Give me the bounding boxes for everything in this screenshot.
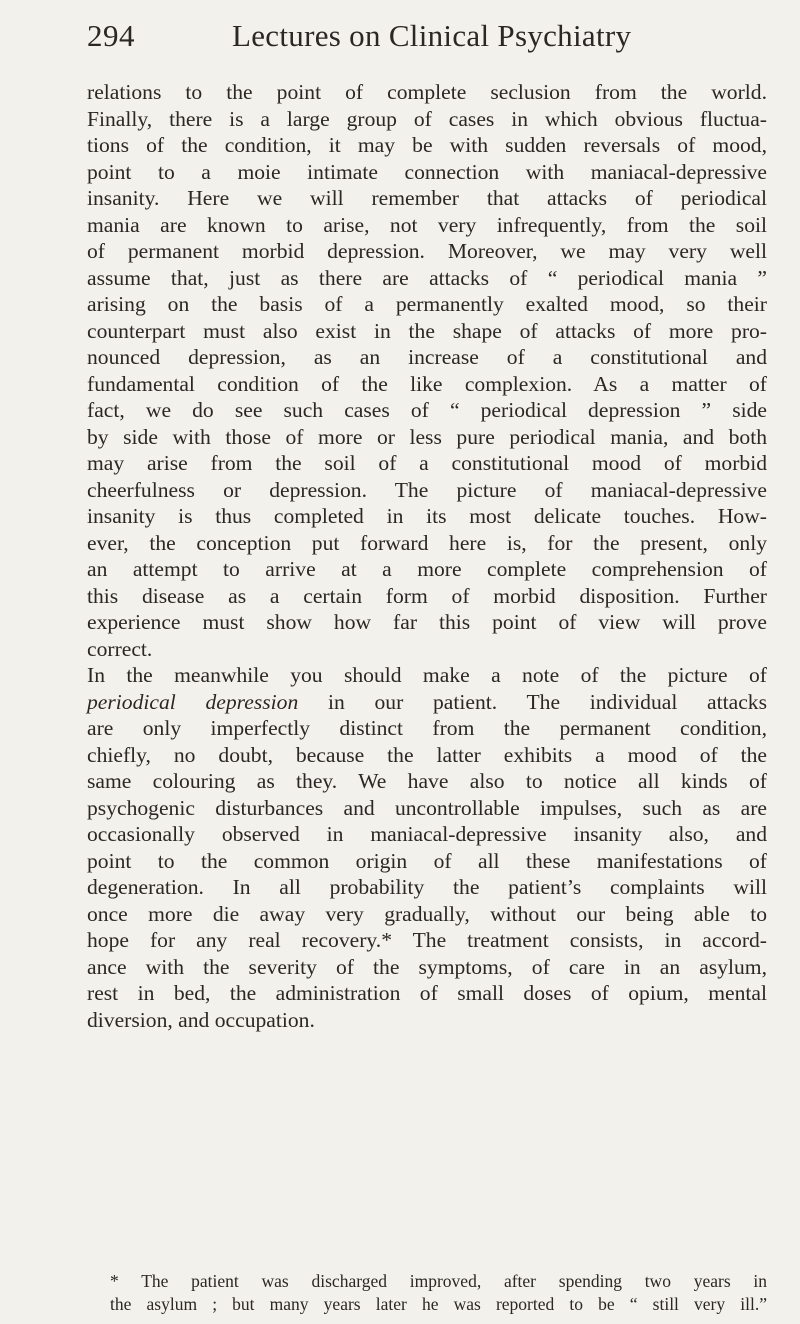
text-line: rest in bed, the administration of small doses of opium, mental — [87, 981, 767, 1005]
paragraph-2 — [87, 662, 767, 1033]
text-line: this disease as a certain form of morbid disposition. Further — [87, 583, 767, 608]
text-line: correct. — [87, 636, 153, 661]
text-line: hope for any real recovery.* The treatment consists, in accord- — [87, 928, 767, 952]
text-line: ever, the conception put forward here is, for the present, only — [87, 530, 767, 555]
text-line-with-emphasis — [87, 689, 767, 716]
text-fragment: in our patient. The individual attacks — [298, 689, 767, 714]
running-head — [87, 18, 767, 58]
text-line: In the meanwhile you should make a note of the picture of — [87, 663, 767, 687]
paragraph-1 — [87, 79, 767, 662]
text-line: by side with those of more or less pure periodical mania, and both — [87, 424, 767, 449]
text-line: chiefly, no doubt, because the latter exhibits a mood of the — [87, 742, 767, 767]
text-line: assume that, just as there are attacks of “ periodical mania ” — [87, 265, 767, 290]
text-line: relations to the point of complete seclusion from the world. — [87, 80, 767, 104]
text-line: mania are known to arise, not very infrequently, from the soil — [87, 212, 767, 237]
text-line: arising on the basis of a permanently exalted mood, so their — [87, 292, 767, 316]
text-line: degeneration. In all probability the patient’s complaints will — [87, 875, 767, 899]
body-text — [87, 79, 767, 1033]
text-line: once more die away very gradually, without our being able to — [87, 901, 767, 926]
text-line: diversion, and occupation. — [87, 1007, 315, 1032]
text-line: cheerfulness or depression. The picture of maniacal-depressive — [87, 477, 767, 502]
text-line: insanity is thus completed in its most delicate touches. How- — [87, 504, 767, 528]
text-line: occasionally observed in maniacal-depressive insanity also, and — [87, 822, 767, 846]
text-line: tions of the condition, it may be with sudden reversals of mood, — [87, 133, 767, 157]
text-line: fundamental condition of the like complexion. As a matter of — [87, 371, 767, 396]
text-line: experience must show how far this point of view will prove — [87, 610, 767, 634]
footnote-line: * The patient was discharged improved, after spending two years in — [110, 1271, 767, 1291]
text-line: Finally, there is a large group of cases in which obvious fluctua- — [87, 106, 767, 131]
text-line: nounced depression, as an increase of a constitutional and — [87, 345, 767, 369]
emphasis-periodical-depression: periodical depression — [87, 689, 299, 714]
text-line: of permanent morbid depression. Moreover, we may very well — [87, 239, 767, 263]
text-line: an attempt to arrive at a more complete comprehension of — [87, 557, 767, 581]
page-number: 294 — [87, 18, 135, 53]
footnote-line: the asylum ; but many years later he was reported to be “ still very ill.” — [110, 1294, 767, 1314]
text-line: counterpart must also exist in the shape of attacks of more pro- — [87, 318, 767, 343]
text-line: ance with the severity of the symptoms, of care in an asylum, — [87, 954, 767, 979]
text-line: are only imperfectly distinct from the permanent condition, — [87, 716, 767, 740]
text-line: fact, we do see such cases of “ periodical depression ” side — [87, 398, 767, 422]
footnote — [110, 1270, 767, 1316]
text-line: insanity. Here we will remember that attacks of periodical — [87, 186, 767, 210]
text-line: point to a moie intimate connection with maniacal-depressive — [87, 159, 767, 184]
text-line: point to the common origin of all these manifestations of — [87, 848, 767, 873]
text-line: psychogenic disturbances and uncontrollable impulses, such as are — [87, 795, 767, 820]
text-line: same colouring as they. We have also to notice all kinds of — [87, 769, 767, 793]
running-title: Lectures on Clinical Psychiatry — [232, 18, 632, 53]
text-line: may arise from the soil of a constitutional mood of morbid — [87, 451, 767, 475]
